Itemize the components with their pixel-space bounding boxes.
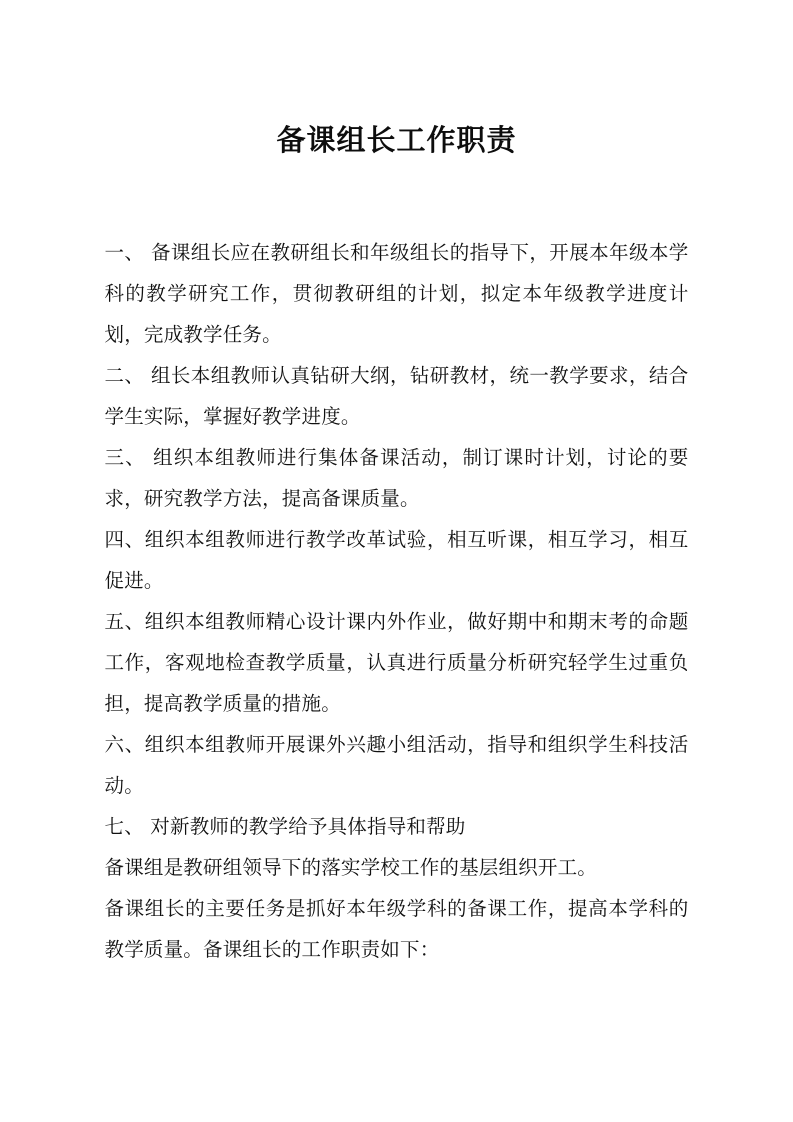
paragraph: 七、 对新教师的教学给予具体指导和帮助 [104,814,466,838]
paragraph: 备课组是教研组领导下的落实学校工作的基层组织开工。 [104,855,598,879]
paragraph: 一、 备课组长应在教研组长和年级组长的指导下，开展本年级本学科的教学研究工作，贯彻教研组的计划，拟定本年级教学进度计划，完成教学任务。 [104,240,689,346]
paragraph: 六、组织本组教师开展课外兴趣小组活动，指导和组织学生科技活动。 [104,732,689,797]
document-body [105,158,689,970]
page-title: 备课组长工作职责 [276,123,517,157]
paragraph: 五、组织本组教师精心设计课内外作业，做好期中和期末考的命题工作，客观地检查教学质量，认真进行质量分析研究轻学生过重负担，提高教学质量的措施。 [104,609,689,715]
paragraph: 二、 组长本组教师认真钻研大纲，钻研教材，统一教学要求，结合学生实际，掌握好教学进度。 [104,363,689,428]
paragraph: 三、 组织本组教师进行集体备课活动，制订课时计划，讨论的要求，研究教学方法，提高备课质量。 [104,445,689,510]
paragraph: 备课组长的主要任务是抓好本年级学科的备课工作，提高本学科的教学质量。备课组长的工作职责如下： [104,896,689,961]
paragraph: 四、组织本组教师进行教学改革试验，相互听课，相互学习，相互促进。 [104,527,689,592]
